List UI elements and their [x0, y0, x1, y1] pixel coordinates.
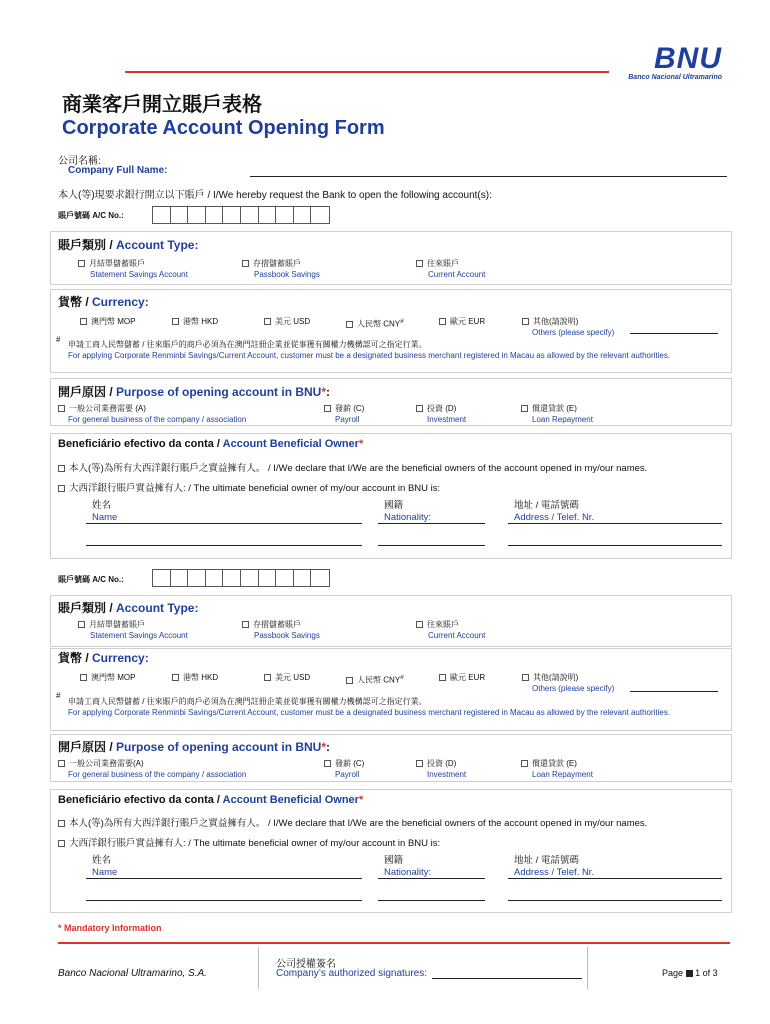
acct-opt-statement-2[interactable]: 月結單儲蓄賬戶 Statement Savings Account: [78, 619, 188, 641]
currency-mop-2[interactable]: 澳門幣 MOP: [80, 672, 135, 683]
company-label-zh: 公司名稱:: [58, 156, 101, 167]
header-red-line: [125, 71, 609, 73]
checkbox[interactable]: [58, 760, 65, 767]
signature-label-en: Company’s authorized signatures:: [276, 968, 428, 979]
page-title-en: Corporate Account Opening Form: [62, 117, 385, 139]
checkbox[interactable]: [58, 405, 65, 412]
purpose-investment-1[interactable]: 投資 (D) Investment: [416, 403, 466, 425]
currency-eur-2[interactable]: 歐元 EUR: [439, 672, 485, 683]
checkbox[interactable]: [78, 621, 85, 628]
checkbox[interactable]: [58, 485, 65, 492]
owner-ultimate-2[interactable]: 大西洋銀行賬戶實益擁有人: / The ultimate beneficial owner of my/our account in BNU is:: [58, 835, 440, 849]
checkbox[interactable]: [346, 321, 353, 328]
name-field-2[interactable]: [86, 878, 362, 879]
currency-note-zh-1: 申請工商人民幣儲蓄 / 往來賬戶的商戶必須為在澳門註冊企業並從事獲有關權力機構認可之指定行業。: [68, 340, 427, 349]
col-nationality-2: 國籍 Nationality:: [384, 855, 431, 878]
purpose-general-1[interactable]: 一般公司業務需要 (A) For general business of the company / association: [58, 403, 246, 425]
page-title-zh: 商業客戶開立賬戶表格: [62, 94, 262, 116]
currency-cny-1[interactable]: 人民幣 CNY#: [346, 316, 404, 330]
footer-bank-name: Banco Nacional Ultramarino, S.A.: [58, 968, 207, 979]
company-name-field[interactable]: [250, 176, 727, 177]
col-address-1: 地址 / 電話號碼 Address / Telef. Nr.: [514, 500, 595, 523]
checkbox[interactable]: [80, 674, 87, 681]
checkbox[interactable]: [439, 674, 446, 681]
address-field-2b[interactable]: [508, 900, 722, 901]
checkbox[interactable]: [172, 318, 179, 325]
purpose-head-2: 開戶原因 / Purpose of opening account in BNU*:: [58, 740, 331, 754]
currency-usd-1[interactable]: 美元 USD: [264, 316, 310, 327]
col-nationality-1: 國籍 Nationality:: [384, 500, 431, 523]
checkbox[interactable]: [80, 318, 87, 325]
ac-label-2: 賬戶號碼 A/C No.:: [58, 575, 124, 584]
checkbox[interactable]: [416, 405, 423, 412]
currency-usd-2[interactable]: 美元 USD: [264, 672, 310, 683]
other-currency-field-2[interactable]: [630, 691, 718, 692]
checkbox[interactable]: [324, 760, 331, 767]
mandatory-note: * Mandatory Information: [58, 923, 162, 933]
address-field-2[interactable]: [508, 878, 722, 879]
account-type-head-2: 賬戶類別 / Account Type:: [58, 601, 199, 615]
acct-opt-statement-1[interactable]: 月結單儲蓄賬戶 Statement Savings Account: [78, 258, 188, 280]
owner-head-2: Beneficiário efectivo da conta / Account Beneficial Owner*: [58, 794, 364, 806]
currency-eur-1[interactable]: 歐元 EUR: [439, 316, 485, 327]
checkbox[interactable]: [78, 260, 85, 267]
name-field-1b[interactable]: [86, 545, 362, 546]
address-field-1[interactable]: [508, 523, 722, 524]
purpose-payroll-2[interactable]: 發薪 (C) Payroll: [324, 758, 364, 780]
checkbox[interactable]: [242, 621, 249, 628]
purpose-loan-2[interactable]: 償還貸款 (E) Loan Repayment: [521, 758, 593, 780]
currency-note-en-2: For applying Corporate Renminbi Savings/Current Account, customer must be a designated business merchant registered in Macau as allowed by the relevant authorities.: [68, 708, 671, 717]
owner-declaration-1[interactable]: 本人(等)為所有大西洋銀行賬戶之實益擁有人。 / I/We declare that I/We are the beneficial owners of the account opened in my/our names.: [58, 460, 647, 474]
col-address-2: 地址 / 電話號碼 Address / Telef. Nr.: [514, 855, 595, 878]
purpose-payroll-1[interactable]: 發薪 (C) Payroll: [324, 403, 364, 425]
logo-mark: BNU: [654, 42, 722, 75]
checkbox[interactable]: [264, 674, 271, 681]
name-field-2b[interactable]: [86, 900, 362, 901]
owner-declaration-2[interactable]: 本人(等)為所有大西洋銀行賬戶之實益擁有人。 / I/We declare that I/We are the beneficial owners of the account opened in my/our names.: [58, 815, 647, 829]
checkbox[interactable]: [58, 840, 65, 847]
company-label-en: Company Full Name:: [68, 165, 168, 176]
currency-hkd-2[interactable]: 港幣 HKD: [172, 672, 218, 683]
footer-red-line: [58, 942, 730, 944]
checkbox[interactable]: [521, 760, 528, 767]
ac-number-boxes-1[interactable]: [152, 206, 330, 224]
logo-subtitle: Banco Nacional Ultramarino: [628, 74, 722, 81]
checkbox[interactable]: [346, 677, 353, 684]
acct-opt-passbook-1[interactable]: 存摺儲蓄賬戶 Passbook Savings: [242, 258, 320, 280]
checkbox[interactable]: [522, 318, 529, 325]
checkbox[interactable]: [522, 674, 529, 681]
signature-label-zh: 公司授權簽名: [276, 959, 336, 970]
owner-section-1: [50, 433, 732, 559]
owner-ultimate-1[interactable]: 大西洋銀行賬戶實益擁有人: / The ultimate beneficial owner of my/our account in BNU is:: [58, 480, 440, 494]
nationality-field-2b[interactable]: [378, 900, 485, 901]
currency-cny-2[interactable]: 人民幣 CNY#: [346, 672, 404, 686]
col-name-2: 姓名 Name: [92, 855, 118, 878]
acct-opt-current-1[interactable]: 往來賬戶 Current Account: [416, 258, 485, 280]
request-text: 本人(等)現要求銀行開立以下賬戶 / I/We hereby request the Bank to open the following account(s):: [58, 190, 492, 201]
acct-opt-passbook-2[interactable]: 存摺儲蓄賬戶 Passbook Savings: [242, 619, 320, 641]
owner-head-1: Beneficiário efectivo da conta / Account Beneficial Owner*: [58, 438, 364, 450]
nationality-field-2[interactable]: [378, 878, 485, 879]
currency-section-2: [50, 648, 732, 731]
currency-note-zh-2: 申請工商人民幣儲蓄 / 往來賬戶的商戶必須為在澳門註冊企業並從事獲有關權力機構認可之指定行業。: [68, 697, 427, 706]
checkbox[interactable]: [58, 465, 65, 472]
purpose-general-2[interactable]: 一般公司業務需要(A) For general business of the company / association: [58, 758, 246, 780]
bnu-logo: [628, 44, 722, 81]
purpose-loan-1[interactable]: 償還貸款 (E) Loan Repayment: [521, 403, 593, 425]
ac-label-1: 賬戶號碼 A/C No.:: [58, 211, 124, 220]
checkbox[interactable]: [172, 674, 179, 681]
checkbox[interactable]: [416, 260, 423, 267]
checkbox[interactable]: [439, 318, 446, 325]
checkbox[interactable]: [416, 621, 423, 628]
page-indicator: Page 1 of 3: [662, 968, 718, 978]
currency-mop-1[interactable]: 澳門幣 MOP: [80, 316, 135, 327]
owner-section-2: [50, 789, 732, 913]
checkbox[interactable]: [324, 405, 331, 412]
note-mark-2: #: [56, 691, 61, 700]
ac-number-boxes-2[interactable]: [152, 569, 330, 587]
checkbox[interactable]: [58, 820, 65, 827]
other-currency-field-1[interactable]: [630, 333, 718, 334]
currency-other-1[interactable]: 其他(請說明) Others (please specify): [522, 316, 614, 338]
nationality-field-1b[interactable]: [378, 545, 485, 546]
checkbox[interactable]: [264, 318, 271, 325]
acct-opt-current-2[interactable]: 往來賬戶 Current Account: [416, 619, 485, 641]
currency-note-en-1: For applying Corporate Renminbi Savings/Current Account, customer must be a designated business merchant registered in Macau as allowed by the relevant authorities.: [68, 351, 671, 360]
currency-head-2: 貨幣 / Currency:: [58, 651, 149, 665]
address-field-1b[interactable]: [508, 545, 722, 546]
checkbox[interactable]: [242, 260, 249, 267]
currency-other-2[interactable]: 其他(請說明) Others (please specify): [522, 672, 614, 694]
checkbox[interactable]: [521, 405, 528, 412]
note-mark-1: #: [56, 335, 61, 344]
col-name-1: 姓名 Name: [92, 500, 118, 523]
nationality-field-1[interactable]: [378, 523, 485, 524]
currency-head-1: 貨幣 / Currency:: [58, 295, 149, 309]
purpose-investment-2[interactable]: 投資 (D) Investment: [416, 758, 466, 780]
name-field-1[interactable]: [86, 523, 362, 524]
currency-hkd-1[interactable]: 港幣 HKD: [172, 316, 218, 327]
signature-field[interactable]: [432, 978, 582, 979]
account-type-head-1: 賬戶類別 / Account Type:: [58, 238, 199, 252]
checkbox[interactable]: [416, 760, 423, 767]
purpose-head-1: 開戶原因 / Purpose of opening account in BNU*:: [58, 385, 331, 399]
